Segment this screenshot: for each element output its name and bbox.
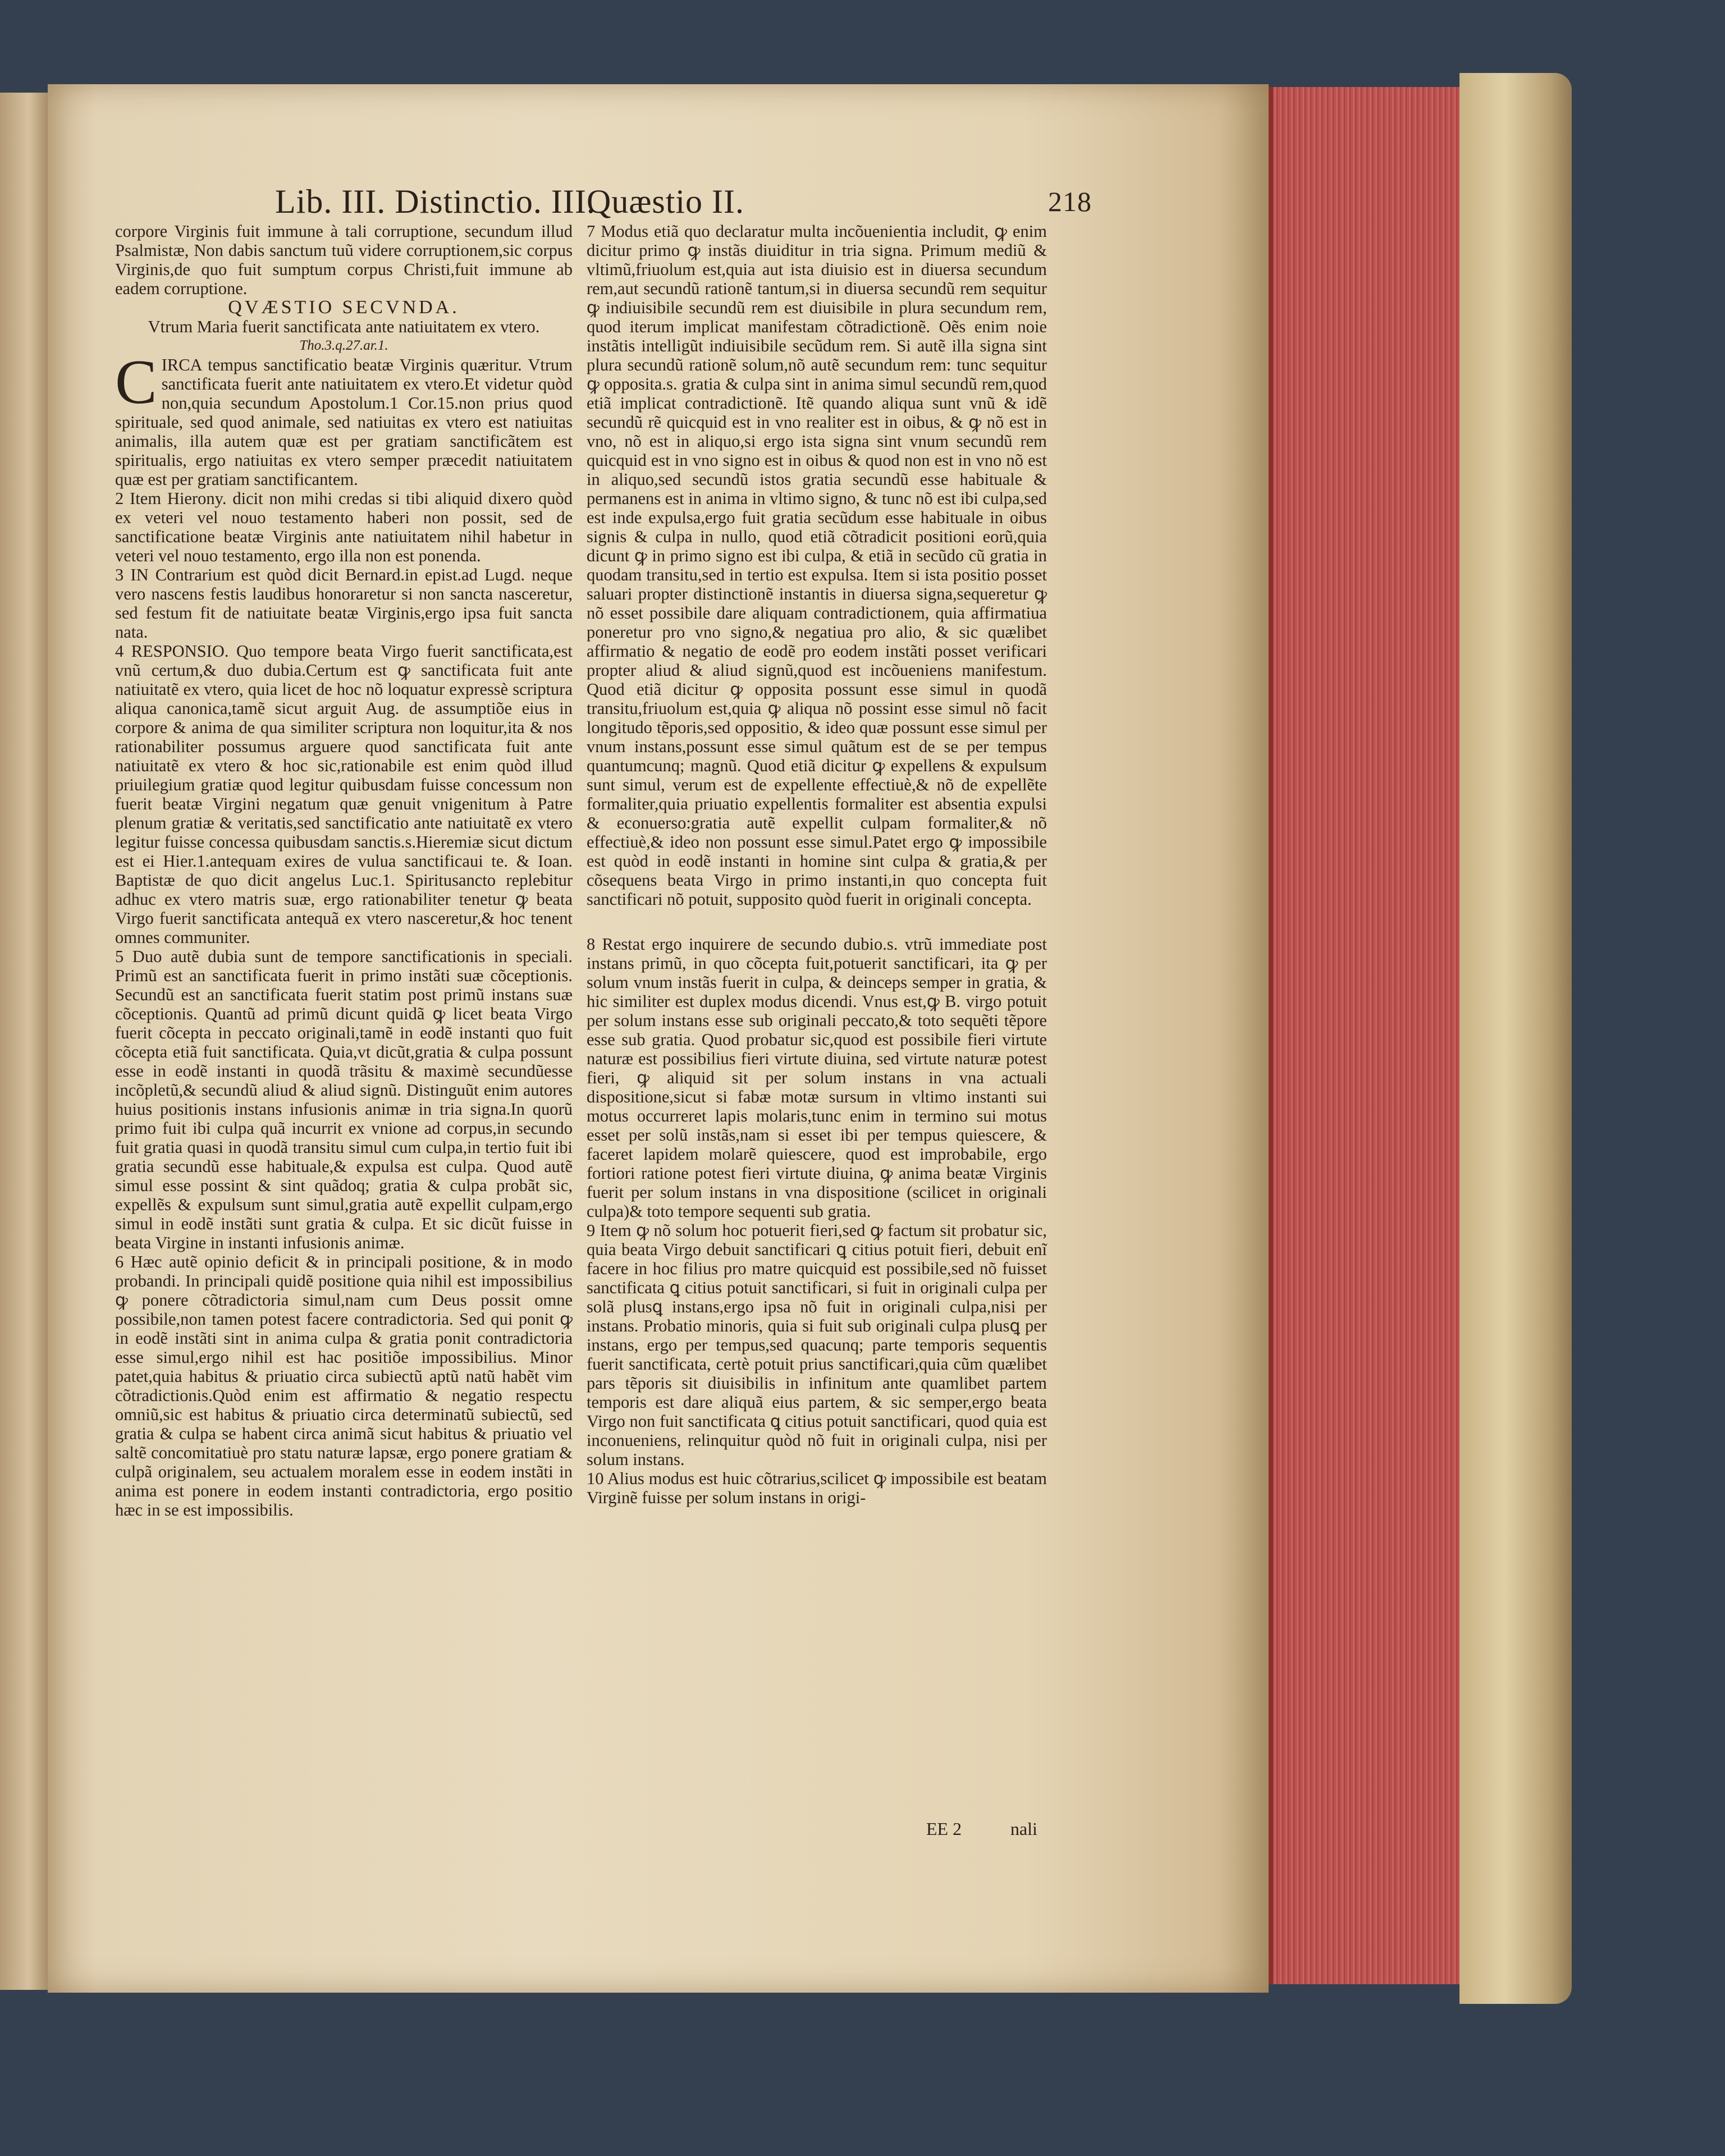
question-heading: QVÆSTIO SECVNDA. (228, 297, 460, 318)
question-title: Vtrum Maria fuerit sanctificata ante natiuitatem ex vtero. (148, 317, 540, 336)
paragraph-8: 8 Restat ergo inquirere de secundo dubio.s. vtrũ immediate post instans primũ, in quo cõcepta fuit,potuerit sanctificari, ita ꝙ per solum vnum instãs fuerit in culpa, & deinceps semper in gratia, & hic similiter est duplex modus dicendi. Vnus est,ꝙ B. virgo potuit per solum instans esse sub originali peccato,& toto sequẽti tẽpore esse sub gratia. Quod probatur sic,quod est possibile fieri virtute naturæ est possibilius fieri virtute diuina, sed virtute naturæ potest fieri, ꝙ aliquid sit per solum instans in vna actuali dispositione,sicut si fabæ motæ sursum in vltimo instanti sui motus occurreret lapis molaris,tunc enim in termino sui motus esset per solũ instãs,nam si esset ibi per tempus quiescere, & faceret lapidem molarẽ quiescere, quod est improbabile, ergo fortiori ratione potest fieri virtute diuina, ꝙ anima beatæ Virginis fuerit per solum instans in vna dispositione (scilicet in originali culpa)& toto tempore sequenti sub gratia. (587, 935, 1047, 1221)
folio-number: 218 (1048, 186, 1092, 217)
paragraph-1 (115, 347, 573, 489)
spacer (587, 909, 1047, 935)
paragraph-5: 5 Duo autẽ dubia sunt de tempore sanctificationis in speciali. Primũ est an sanctificata fuerit in primo instãti suæ cõceptionis. Secundũ est an sanctificata fuerit statim post primũ instans suæ cõceptionis. Quantũ ad primũ dicunt quidã ꝙ licet beata Virgo fuerit cõcepta in peccato originali,tamẽ in eodẽ instanti quo fuit cõcepta etiã fuit sanctificata. Quia,vt dicũt,gratia & culpa possunt esse in eodẽ instanti in quodã trãsitu & maximè secundũesse incõpletũ,& secundũ aliud & aliud signũ. Distinguũt enim autores huius positionis instans infusionis animæ in tria signa.In quorũ primo fuit ibi culpa quã incurrit ex vnione ad corpus,in secundo fuit gratia quasi in quodã transitu simul cum culpa,in tertio fuit ibi gratia secundũ esse habituale,& expulsa est culpa. Quod autẽ simul esse possint & sint quãdoq; gratia & culpa probãt sic, expellẽs & expulsum sunt simul,gratia autẽ expellit culpam,ergo simul in eodẽ instãti sunt gratia & culpa. Et sic dicũt fuisse in beata Virgine in instanti infusionis animæ. (115, 947, 573, 1252)
facing-page-edge (0, 93, 48, 1990)
signature-mark: EE 2 (926, 1819, 962, 1839)
vellum-cover (1459, 73, 1572, 2004)
paragraph-9: 9 Item ꝙ nõ solum hoc potuerit fieri,sed ꝙ factum sit probatur sic, quia beata Virgo debuit sanctificari ꝗ citius potuit fieri, debuit enĩ facere in hoc filius pro matre quicquid est possibile,sed nõ fuisset sanctificata ꝗ citius potuit sanctificari, si fuit in originali culpa per solã plusꝗ instans,ergo ipsa nõ fuit in originali culpa,nisi per instans. Probatio minoris, quia si fuit sub originali culpa plusꝗ per instans, ergo per tempus,sed quacunq; parte temporis sequentis fuerit sanctificata, certè potuit prius sanctificari,quia cũm quælibet pars tẽporis sit diuisibilis in infinitum ante quamlibet partem temporis est dare aliquã eius partem, & sic semper,ergo beata Virgo non fuit sanctificata ꝗ citius potuit sanctificari, quod quia est inconueniens, relinquitur quòd nõ fuit in originali culpa, nisi per solum instans. (587, 1221, 1047, 1469)
paragraph-2: 2 Item Hierony. dicit non mihi credas si tibi aliquid dixero quòd ex veteri vel nouo testamento haberi non possit, sed de sanctificatione beatæ Virginis ante natiuitatem nihil habetur in veteri vel nouo testamento, ergo illa non est ponenda. (115, 489, 573, 565)
paragraph-7: 7 Modus etiã quo declaratur multa incõuenientia includit, ꝙ enim dicitur primo ꝙ instãs diuiditur in tria signa. Primum mediũ & vltimũ,friuolum est,quia aut ista diuisio est in diuersa secundum rem,aut secundũ rationẽ tantum,si in diuersa secundũ rem sequitur ꝙ indiuisibile secundũ rem est diuisibile in plura secundum rem, quod iterum implicat manifestam cõtradictionẽ. Oẽs enim noie instãtis intelligũt indiuisibile secũdum rem. Si autẽ illa signa sint plura secundũ rationẽ solum,nõ autẽ secundum rem: tunc sequitur ꝙ opposita.s. gratia & culpa sint in anima simul secundũ rem,quod etiã implicat contradictionẽ. Itẽ quando aliqua sunt vnũ & idẽ secundũ rẽ quicquid est in vno realiter est in oibus, & ꝙ nõ est in vno, nõ est in aliquo,si ergo ista signa sint vnum secundũ rem quicquid est in vno signo est in oibus & quod non est in vno nõ est in aliquo,sed secundũ istos gratia secundũ esse habituale & permanens est in anima in vltimo signo, & tunc nõ est ibi culpa,sed est inde expulsa,ergo fuit gratia secũdum esse habituale in oibus signis & culpa in nullo, quod etiã cõtradicit positioni eorũ,quia dicunt ꝙ in primo signo est ibi culpa, & etiã in secũdo cũ gratia in quodam transitu,sed in tertio est expulsa. Item si ista positio posset saluari propter distinctionẽ instantis in diuersa signa,sequeretur ꝙ nõ esset possibile dare aliquam contradictionem, quia affirmatiua poneretur pro vno signo,& negatiua pro alio, & sic quælibet affirmatio & negatio de eodẽ pro eodem instãti posset verificari propter aliud & aliud signũ,quod est incõueniens manifestum. Quod etiã dicitur ꝙ opposita possunt esse simul in quodã transitu,friuolum est,quia ꝙ aliqua nõ possint esse simul nõ facit longitudo tẽporis,sed oppositio, & ideo quæ possunt esse simul per vnum instans,possunt esse simul quãtum est de se per tempus quantumcunq; magnũ. Quod etiã dicitur ꝙ expellens & expulsum sunt simul, verum est de expellente effectiuè,& nõ de expellẽte formaliter,quia priuatio expellentis formaliter est absentia expulsi & econuerso:gratia autẽ expellit culpam formaliter,& nõ effectiuè,& ideo non possunt esse simul.Patet ergo ꝙ impossibile est quòd in eodẽ instanti in homine sint culpa & gratia,& per cõsequens beata Virgo in primo instanti,in quo concepta fuit sanctificari nõ potuit, supposito quòd fuerit in originali concepta. (587, 222, 1047, 909)
left-column (115, 222, 573, 1519)
running-head-left: Lib. III. Distinctio. III. (275, 183, 596, 220)
paragraph-6: 6 Hæc autẽ opinio deficit & in principali positione, & in modo probandi. In principali quidẽ positione quia nihil est impossibilius ꝙ ponere cõtradictoria simul,nam cum Deus possit omne possibile,non tamen potest facere contradictoria. Sed qui ponit ꝙ in eodẽ instãti sint in anima culpa & gratia ponit contradictoria esse simul,ergo nihil est hac positiõe impossibilius. Minor patet,quia habitus & priuatio circa subiectũ aptũ natũ habẽt vim cõtradictionis.Quòd enim est affirmatio & negatio respectu omniũ,sic est habitus & priuatio circa determinatũ subiectũ, sed gratia & culpa se habent circa animã sicut habitus & priuatio vel saltẽ concomitatiuè pro statu naturæ lapsæ, ergo ponere gratiam & culpã originalem, seu actualem moralem esse in eodem instãti in anima est ponere in eodem instanti contradictoria, ergo positio hæc in se est impossibilis. (115, 1252, 573, 1519)
catchword: nali (1010, 1819, 1037, 1839)
paragraph-3: 3 IN Contrarium est quòd dicit Bernard.in epist.ad Lugd. neque vero nascens festis laudibus honoraretur si non sancta nasceretur, sed festum fit de natiuitate beatæ Virginis,ergo ipsa fuit sancta nata. (115, 565, 573, 642)
paragraph-1-text: IRCA tempus sanctificatio beatæ Virginis quæritur. Vtrum sanctificata fuerit ante natiuitatem ex vtero.Et videtur quòd non,quia secundum Apostolum.1 Cor.15.non prius quod spirituale, sed quod animale, sed natiuitas ex vtero est natiuitas animalis, illa autem quæ est per gratiam sanctificãtem est spiritualis, ergo natiuitas ex vtero semper præcedit natiuitatem quæ est per gratiam sanctificantem. (115, 355, 573, 489)
reference: Tho.3.q.27.ar.1. (299, 338, 388, 353)
paragraph: corpore Virginis fuit immune à tali corruptione, secundum illud Psalmistæ, Non dabis sanctum tuũ videre corruptionem,sic corpus Virginis,de quo fuit sumptum corpus Christi,fuit immune ab eadem corruptione. (115, 222, 573, 298)
paragraph-10: 10 Alius modus est huic cõtrarius,scilicet ꝙ impossibile est beatam Virginẽ fuisse per solum instans in origi- (587, 1469, 1047, 1507)
drop-initial: C (115, 347, 157, 417)
paragraph-4: 4 RESPONSIO. Quo tempore beata Virgo fuerit sanctificata,est vnũ certum,& duo dubia.Certum est ꝙ sanctificata fuit ante natiuitatẽ ex vtero, quia licet de hoc nõ loquatur expressè scriptura aliqua canonica,tamẽ sicut arguit Aug. de assumptiõe eius in corpore & anima de qua similiter scriptura non loquitur,ita & nos rationabiliter possumus arguere quod sanctificata fuit ante natiuitatẽ ex vtero & hoc sic,rationabile est enim quòd illud priuilegium gratiæ quod legitur quibusdam fuisse concessum non fuerit beatæ Virgini negatum quæ genuit vnigenitum à Patre plenum gratiæ & veritatis,sed sanctificatio ante natiuitatẽ ex vtero legitur fuisse concessa quibusdam sanctis.s.Hieremiæ sicut dictum est ei Hier.1.antequam exires de vulua sanctificaui te. & Ioan. Baptistæ de quo dicit angelus Luc.1. Spiritusancto replebitur adhuc ex vtero matris suæ, ergo rationabiliter tenetur ꝙ beata Virgo fuerit sanctificata antequã ex vtero nasceretur,& hoc tenent omnes communiter. (115, 642, 573, 947)
red-page-edges (1269, 87, 1470, 1984)
running-head-right: Quæstio II. (587, 183, 744, 220)
right-column (587, 222, 1047, 1507)
